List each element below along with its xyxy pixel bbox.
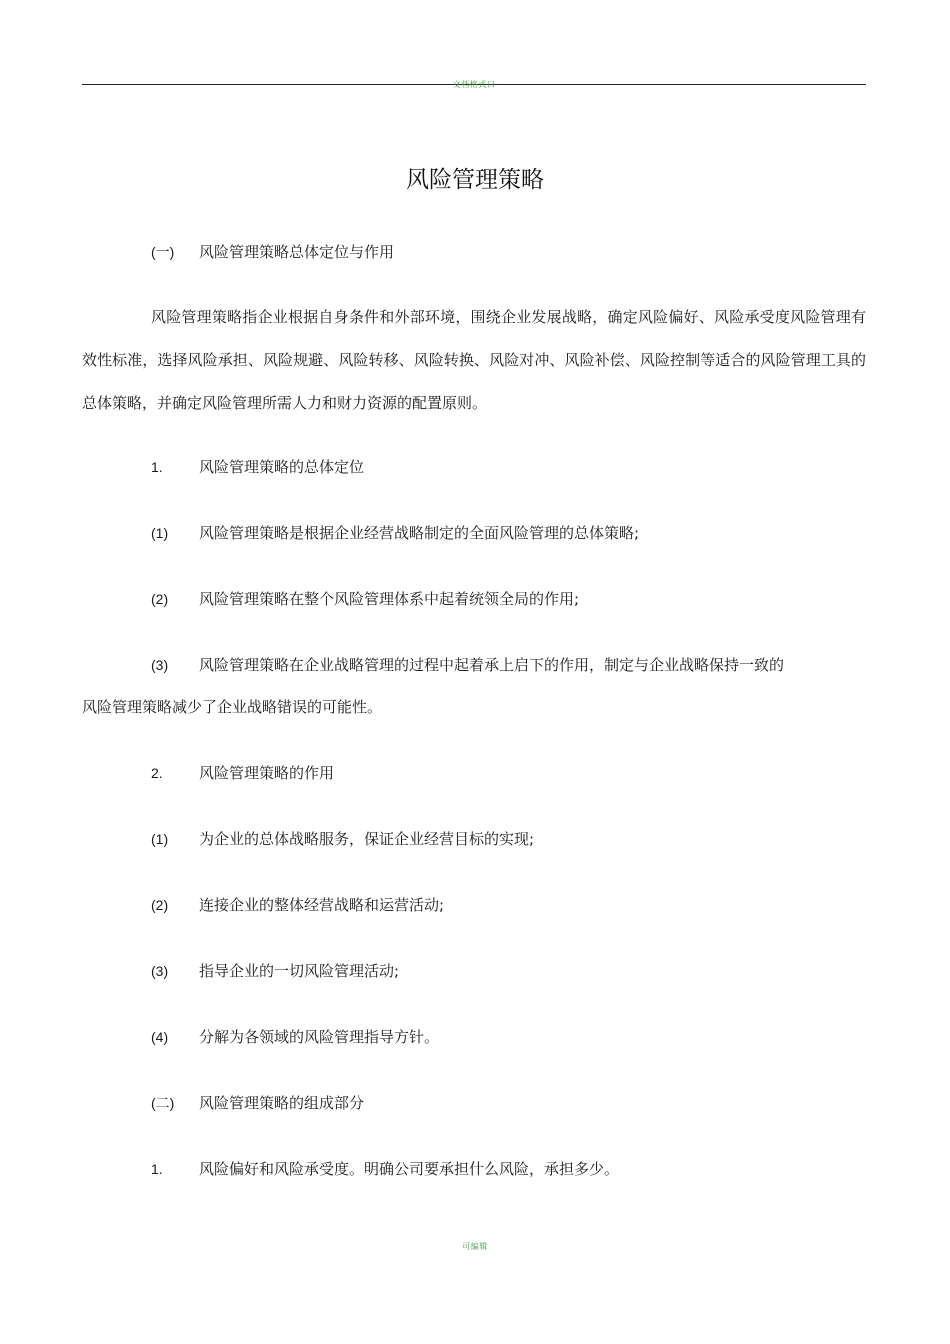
- list-item-continuation: 风险管理策略减少了企业战略错误的可能性。: [82, 698, 383, 716]
- section-marker: (二): [151, 1095, 175, 1111]
- list-item-marker: (3): [151, 657, 169, 673]
- list-item-marker: (3): [151, 963, 169, 979]
- list-item-text: 风险管理策略在整个风险管理体系中起着统领全局的作用;: [199, 590, 580, 608]
- section-heading: 风险管理策略的组成部分: [199, 1094, 365, 1112]
- subsection-marker: 1.: [151, 1161, 163, 1177]
- subsection-heading: 风险偏好和风险承受度。明确公司要承担什么风险，承担多少。: [199, 1160, 620, 1178]
- list-item-marker: (1): [151, 525, 169, 541]
- list-item-text: 分解为各领域的风险管理指导方针。: [199, 1028, 440, 1046]
- subsection-heading: 风险管理策略的作用: [199, 764, 335, 782]
- list-item-marker: (1): [151, 831, 169, 847]
- subsection-marker: 1.: [151, 459, 163, 475]
- list-item-text: 为企业的总体战略服务，保证企业经营目标的实现;: [199, 830, 535, 848]
- subsection-heading: 风险管理策略的总体定位: [199, 458, 365, 476]
- intro-paragraph: 风险管理策略指企业根据自身条件和外部环境，围绕企业发展战略，确定风险偏好、风险承受度风险管理有效性标准，选择风险承担、风险规避、风险转移、风险转换、风险对冲、风险补偿、风险控制等适合的风险管理工具的总体策略，并确定风险管理所需人力和财力资源的配置原则。: [82, 308, 866, 412]
- list-item-text: 风险管理策略在企业战略管理的过程中起着承上启下的作用，制定与企业战略保持一致的: [199, 656, 785, 674]
- page-header: [82, 72, 866, 89]
- list-item-text: 风险管理策略是根据企业经营战略制定的全面风险管理的总体策略;: [199, 524, 640, 542]
- section-heading: 风险管理策略总体定位与作用: [199, 243, 395, 261]
- document-title: 风险管理策略: [406, 167, 544, 193]
- subsection-marker: 2.: [151, 765, 163, 781]
- list-item-marker: (2): [151, 897, 169, 913]
- list-item-marker: (4): [151, 1029, 169, 1045]
- page-footer: 可编辑: [462, 1242, 488, 1251]
- list-item-text: 指导企业的一切风险管理活动;: [199, 962, 400, 980]
- section-marker: (一): [151, 244, 175, 260]
- list-item-text: 连接企业的整体经营战略和运营活动;: [199, 896, 445, 914]
- list-item-marker: (2): [151, 591, 169, 607]
- header-text: 文档格式口: [452, 80, 496, 89]
